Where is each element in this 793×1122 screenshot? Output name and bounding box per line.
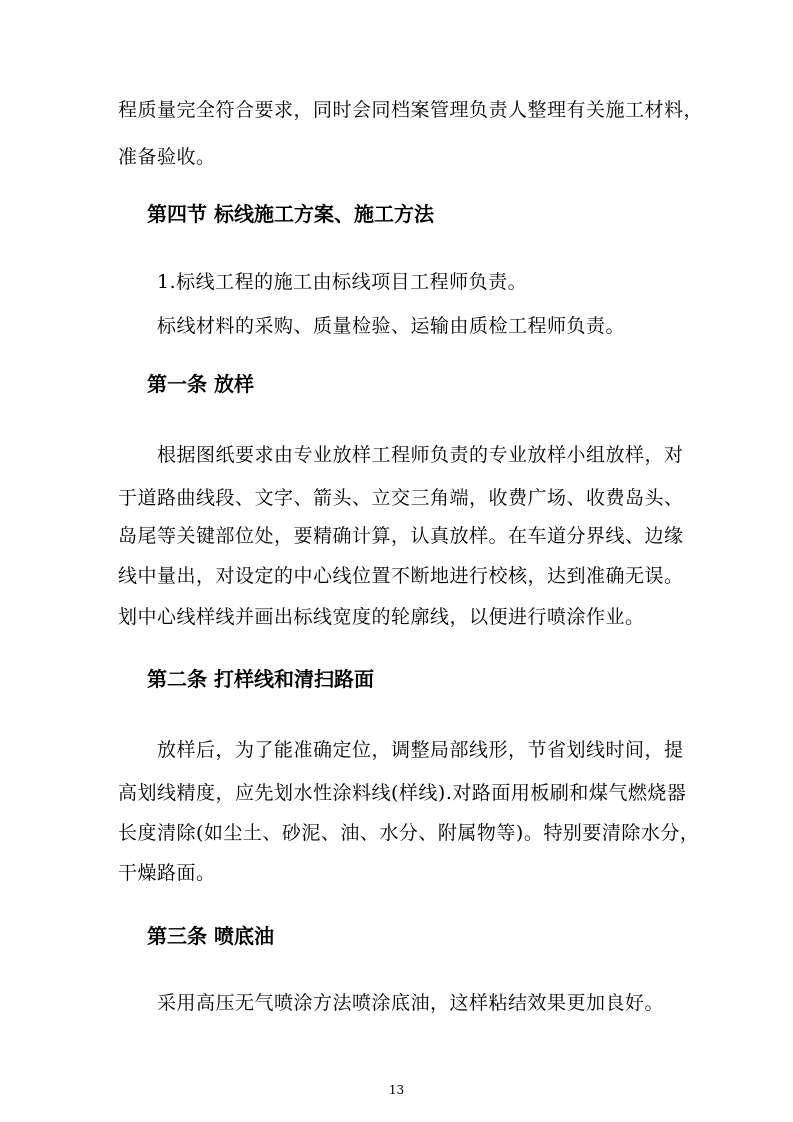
article-heading: 第三条 喷底油 [147,924,274,948]
paragraph-line: 于道路曲线段、文字、箭头、立交三角端，收费广场、收费岛头、 [118,487,684,509]
paragraph-line: 根据图纸要求由专业放样工程师负责的专业放样小组放样，对 [157,444,684,466]
paragraph-line: 岛尾等关键部位处，要精确计算，认真放样。在车道分界线、边缘 [118,525,684,547]
article-heading: 第一条 放样 [147,372,254,396]
page-number: 13 [388,1083,405,1097]
paragraph-line: 准备验收。 [118,146,216,168]
paragraph-line: 采用高压无气喷涂方法喷涂底油，这样粘结效果更加良好。 [157,992,665,1014]
paragraph-line: 放样后，为了能准确定位，调整局部线形，节省划线时间，提 [157,739,684,761]
paragraph-line: 长度清除(如尘土、砂泥、油、水分、附属物等)。特别要清除水分， [118,822,700,844]
paragraph-line: 干燥路面。 [118,862,216,884]
paragraph-line: 程质量完全符合要求，同时会同档案管理负责人整理有关施工材料， [118,99,704,121]
paragraph-line: 1.标线工程的施工由标线项目工程师负责。 [157,271,528,293]
paragraph-line: 线中量出，对设定的中心线位置不断地进行校核，达到准确无误。 [118,565,684,587]
paragraph-line: 标线材料的采购、质量检验、运输由质检工程师负责。 [157,315,626,337]
article-heading: 第二条 打样线和清扫路面 [147,667,374,691]
paragraph-line: 划中心线样线并画出标线宽度的轮廓线，以便进行喷涂作业。 [118,606,645,628]
paragraph-line: 高划线精度，应先划水性涂料线(样线).对路面用板刷和煤气燃烧器 [118,782,687,804]
section-heading: 第四节 标线施工方案、施工方法 [147,202,434,226]
